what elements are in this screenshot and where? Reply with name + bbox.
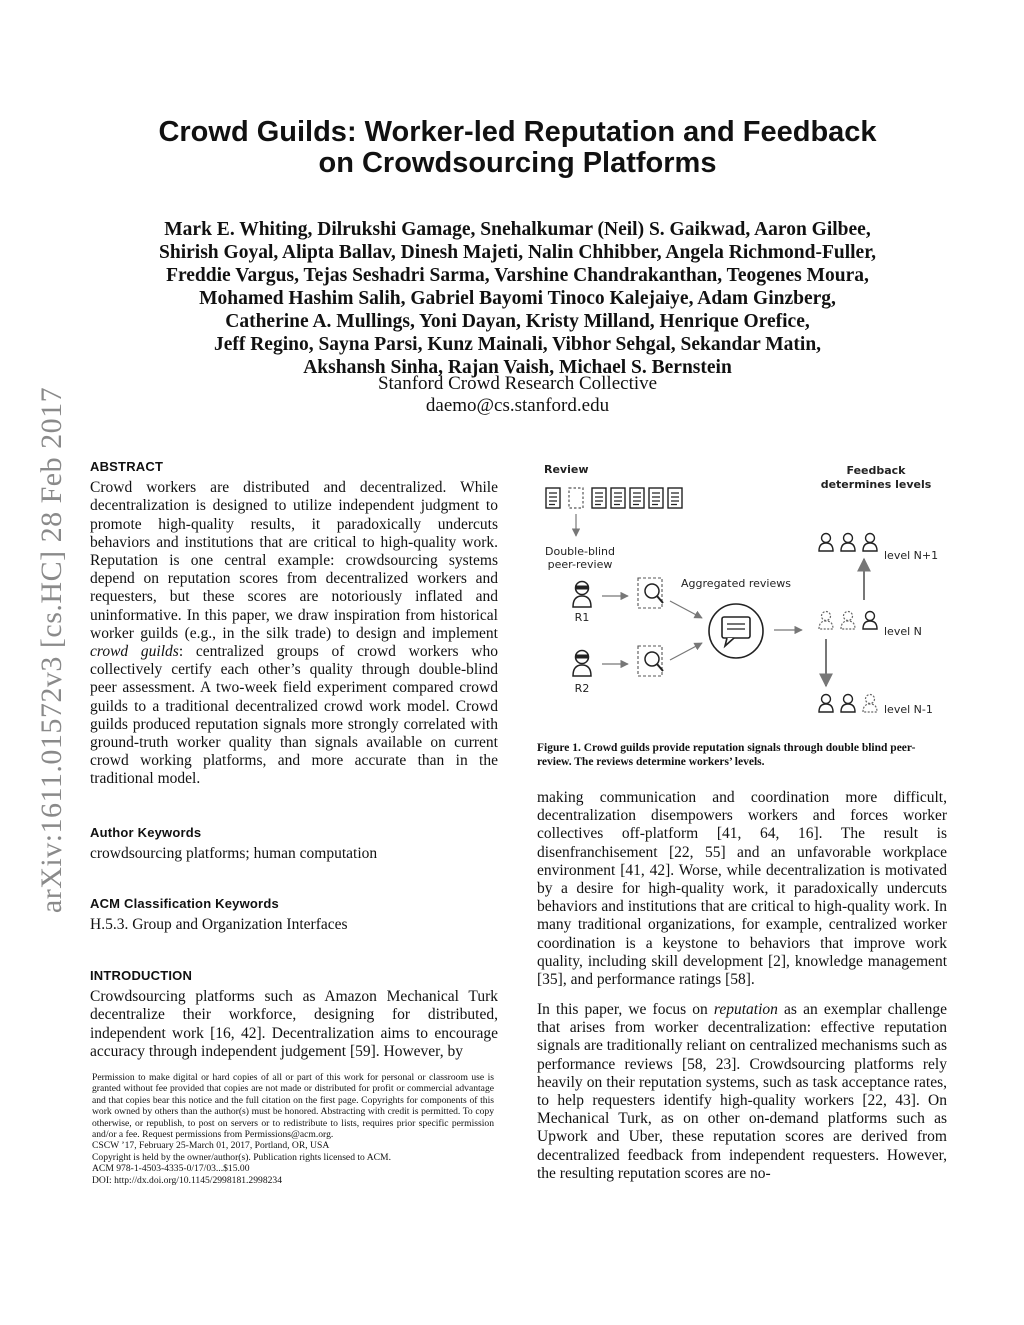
aggregated-reviews-icon (709, 604, 763, 658)
author-keywords-text: crowdsourcing platforms; human computation (90, 845, 378, 863)
level-up-group (819, 534, 877, 552)
level-up-label: level N+1 (884, 549, 939, 562)
document-icon (611, 488, 625, 508)
acm-classification-section (90, 895, 498, 934)
permission-notice (92, 1072, 494, 1186)
level-n-label: level N (884, 625, 922, 638)
paragraph-emphasis: reputation (713, 1001, 778, 1018)
acm-classification-heading: ACM Classification Keywords (90, 896, 279, 911)
abstract-emphasis: crowd guilds (90, 643, 179, 661)
affiliation-block (110, 373, 925, 417)
reviewer-1-icon (573, 582, 591, 608)
arrow-to-aggregate (670, 643, 702, 660)
abstract-section (90, 458, 498, 789)
author-line: Mark E. Whiting, Dilrukshi Gamage, Snehalkumar (Neil) S. Gaikwad, Aaron Gilbee, (164, 219, 871, 240)
paragraph-text (537, 1001, 947, 1183)
level-down-label: level N-1 (884, 703, 933, 716)
abstract-text-part: Crowd workers are distributed and decentralized. While decentralization is designed to utilize independent judgment to promote high-quality results, it paradoxically undercuts behaviors and institutions that are critical to high-quality work. Reputation is one central example: crowdsourcing systems depend on reputation scores from decentralized workers and requesters, but these scores are notoriously inflated and uninformative. In this paper, we draw inspiration from historical worker guilds (e.g., in the silk trade) to design and implement (90, 479, 498, 642)
arrow-to-aggregate (670, 601, 702, 618)
author-line: Akshansh Sinha, Rajan Vaish, Michael S. Bernstein (303, 357, 732, 378)
feedback-label: Feedback (846, 464, 906, 477)
arxiv-identifier: arXiv:1611.01572v3 [cs.HC] 28 Feb 2017 (35, 386, 68, 914)
magnifier-icon (638, 646, 663, 676)
acm-classification-text: H.5.3. Group and Organization Interfaces (90, 916, 348, 934)
abstract-text-part: : centralized groups of crowd workers who collectively certify each other’s quality through double-blind peer assessment. A two-week field experiment compared crowd guilds to a traditional decentralized crowd work model. Crowd guilds produced reputation signals more strongly correlated with ground-truth worker quality than signals available on current crowd working platforms, and more accurate than in the traditional model. (90, 643, 498, 788)
title-line-2: on Crowdsourcing Platforms (318, 147, 717, 179)
reviewer-2-icon (573, 651, 591, 677)
author-list (110, 218, 925, 379)
level-n-group (819, 612, 877, 630)
author-line: Catherine A. Mullings, Yoni Dayan, Kristy Milland, Henrique Orefice, (225, 311, 810, 332)
title-line-1: Crowd Guilds: Worker-led Reputation and Feedback (158, 116, 877, 148)
magnifier-icon (638, 578, 663, 608)
reviewer-1-label: R1 (574, 611, 590, 624)
conference-info: CSCW ’17, February 25-March 01, 2017, Portland, OR, USA (92, 1140, 330, 1152)
author-line: Freddie Vargus, Tejas Seshadri Sarma, Varshine Chandrakanthan, Teogenes Moura, (166, 265, 869, 286)
double-blind-label: peer-review (547, 558, 613, 571)
paper-title (110, 117, 925, 179)
introduction-heading: INTRODUCTION (90, 968, 193, 983)
author-line: Mohamed Hashim Salih, Gabriel Bayomi Tinoco Kalejaiye, Adam Ginzberg, (199, 288, 836, 309)
document-icon (546, 488, 560, 508)
permission-text: Permission to make digital or hard copies of all or part of this work for personal or classroom use is granted without fee provided that copies are not made or distributed for profit or commercial advantage and that copies bear this notice and the full citation on the first page. Copyrights for components of this work owned by others than the author(s) must be honored. Abstracting with credit is permitted. To copy otherwise, or republish, to post on servers or to redistribute to lists, requires prior specific permission and/or a fee. Request permissions from Permissions@acm.org. (92, 1072, 494, 1141)
document-icon (630, 488, 644, 508)
isbn-info: ACM 978-1-4503-4335-0/17/03...$15.00 (92, 1163, 250, 1175)
copyright-info: Copyright is held by the owner/author(s). Publication rights licensed to ACM. (92, 1151, 391, 1163)
double-blind-label: Double-blind (545, 545, 615, 558)
document-icon (668, 488, 682, 508)
contact-email: daemo@cs.stanford.edu (425, 395, 610, 416)
paragraph-text: making communication and coordination more difficult, decentralization disempowers workers and forces worker collectives off-platform [41, 64, 16]. The result is disenfranchisement [22, 55] and an unfavorable workplace environment [41, 42]. Worse, while decentralization is motivated by a desire for high-quality work, it paradoxically undercuts behaviors and institutions that are critical to high-quality work. In many traditional organizations, for example, centralized worker coordination is a keystone to behaviors that improve work quality, including skill development [2], knowledge management [35], and performance ratings [58]. (537, 789, 947, 989)
introduction-section (90, 967, 498, 1061)
author-line: Jeff Regino, Sayna Parsi, Kunz Mainali, Vibhor Sehgal, Sekandar Matin, (213, 334, 822, 355)
author-line: Shirish Goyal, Alipta Ballav, Dinesh Majeti, Nalin Chhibber, Angela Richmond-Fuller, (159, 242, 876, 263)
level-down-group (819, 695, 877, 713)
paragraph-text-part: In this paper, we focus on (537, 1001, 714, 1018)
affiliation: Stanford Crowd Research Collective (377, 373, 658, 394)
aggregated-reviews-label: Aggregated reviews (681, 577, 791, 590)
document-icon-dashed (569, 488, 583, 508)
right-column-paragraph-1 (537, 789, 947, 989)
feedback-label: determines levels (820, 478, 932, 491)
document-icon (592, 488, 606, 508)
right-column-paragraph-2 (537, 1001, 947, 1183)
abstract-text (90, 479, 498, 788)
paragraph-text-part: as an exemplar challenge that arises from worker decentralization: effective reputation signals are traditionally reliant on centralized mechanisms such as performance reviews [58, 23]. Crowdsourcing platforms rely heavily on their reputation systems, such as task acceptance rates, to help requesters identify high-quality workers [22, 43]. On Mechanical Turk, as on other on-demand platforms such as Upwork and Uber, these reputation scores are derived from decentralized feedback from independent requesters. However, the resulting reputation scores are no- (537, 1001, 947, 1182)
introduction-text: Crowdsourcing platforms such as Amazon Mechanical Turk decentralize their workforce, designing for distributed, independent work [16, 42]. Decentralization aims to encourage accuracy through independent judgement [59]. However, by (90, 988, 498, 1060)
author-keywords-section (90, 824, 498, 863)
author-keywords-heading: Author Keywords (90, 825, 202, 840)
figure-1-caption: Figure 1. Crowd guilds provide reputation signals through double blind peer-review. The reviews determine workers’ levels. (537, 742, 916, 768)
document-icon (649, 488, 663, 508)
abstract-heading: ABSTRACT (90, 459, 164, 474)
reviewer-2-label: R2 (574, 682, 590, 695)
review-label: Review (544, 463, 589, 476)
figure-1-diagram (536, 458, 946, 718)
doi-info: DOI: http://dx.doi.org/10.1145/2998181.2998234 (92, 1174, 283, 1186)
